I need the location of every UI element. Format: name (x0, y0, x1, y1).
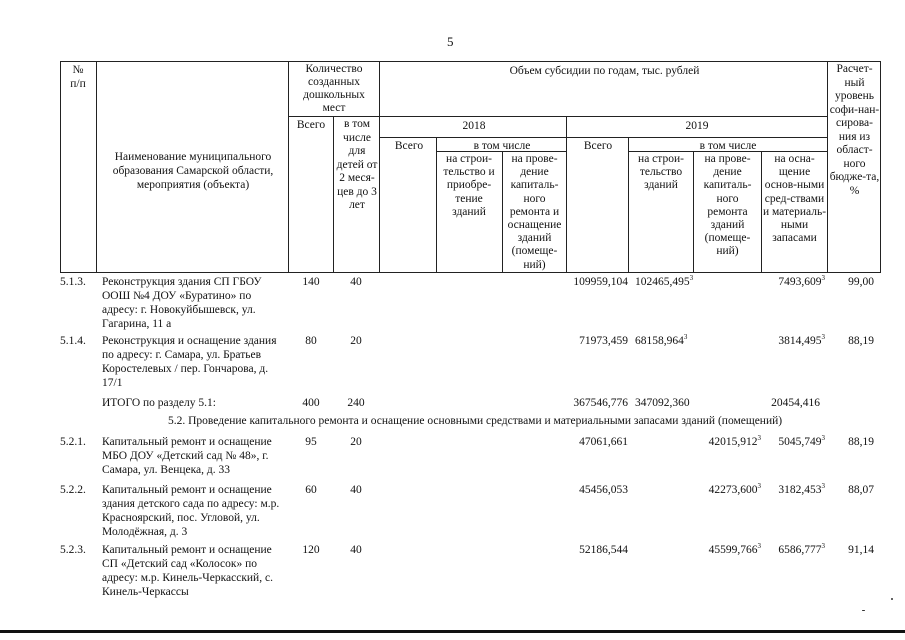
header-2018-build: на строи-тельство и приобре-тение зданий (443, 153, 495, 218)
row-name: Капитальный ремонт и оснащение МБО ДОУ «Детский сад № 48», г. Самара, ул. Венцека, д. 33 (102, 436, 272, 476)
subtotal-2019-equip: 20454,416 (771, 397, 820, 409)
header-2019-incl: в том числе (699, 140, 757, 152)
row-2019-repair (693, 483, 761, 497)
row-toddlers: 40 (350, 544, 362, 556)
value: 42015,912 (708, 436, 758, 448)
row-2019-repair (693, 435, 761, 449)
row-2019-total: 109959,104 (573, 276, 628, 288)
row-total: 140 (302, 276, 320, 288)
row-name: Реконструкция и оснащение здания по адресу: г. Самара, ул. Братьев Коростелевых / пер. Гончарова, д. 17/1 (102, 335, 277, 389)
row-num: 5.2.3. (60, 544, 86, 556)
header-subsidy: Объем субсидии по годам, тыс. рублей (509, 65, 700, 77)
row-toddlers: 20 (350, 335, 362, 347)
footnote-mark: 3 (757, 482, 761, 491)
row-name: Капитальный ремонт и оснащение СП «Детский сад «Колосок» по адресу: м.р. Кинель-Черкасский, с. Кинель-Черкассы (102, 544, 273, 598)
subtotal-toddlers: 240 (347, 397, 365, 409)
subtotal-label: ИТОГО по разделу 5.1: (102, 397, 216, 409)
row-total: 60 (305, 484, 317, 496)
row-toddlers: 20 (350, 436, 362, 448)
scan-speck (862, 610, 865, 611)
header-places-incl: в том числе для детей от 2 меся-цев до 3 лет (336, 118, 378, 211)
value: 3182,453 (778, 484, 822, 496)
value: 5045,749 (778, 436, 822, 448)
row-2019-total: 52186,544 (579, 544, 628, 556)
value: 3814,495 (778, 335, 822, 347)
row-num: 5.2.1. (60, 436, 86, 448)
footnote-mark: 3 (689, 274, 694, 283)
row-num: 5.1.4. (60, 335, 86, 347)
header-places-total: Всего (296, 119, 326, 131)
section-title: 5.2. Проведение капитального ремонта и оснащение основными средствами и материальными запасами зданий (помещений) (168, 415, 783, 427)
row-2019-equip (752, 275, 825, 289)
footnote-mark: 3 (821, 434, 825, 443)
row-rate: 88,19 (848, 436, 874, 448)
row-2019-equip (752, 334, 825, 348)
footnote-mark: 3 (821, 274, 825, 283)
footnote-mark: 3 (757, 434, 761, 443)
row-2019-total: 47061,661 (579, 436, 628, 448)
row-num: 5.1.3. (60, 276, 86, 288)
header-2019-total: Всего (583, 140, 613, 152)
row-2019-build (635, 275, 693, 289)
row-2019-equip (752, 435, 825, 449)
header-2019-equip: на осна-щение основ-ными сред-ствами и материаль-ными запасами (762, 153, 827, 245)
header-num: № п/п (70, 64, 86, 90)
header-2018-incl: в том числе (473, 140, 531, 152)
row-toddlers: 40 (350, 484, 362, 496)
value: 6586,777 (778, 544, 822, 556)
header-name: Наименование муниципального образования Самарской области, мероприятия (объекта) (112, 151, 274, 191)
value: 102465,495 (635, 276, 690, 288)
footnote-mark: 3 (821, 542, 825, 551)
footnote-mark: 3 (821, 333, 825, 342)
row-total: 120 (302, 544, 320, 556)
row-name: Реконструкция здания СП ГБОУ ООШ №4 ДОУ «Буратино» по адресу: г. Новокуйбышевск, ул. Гагарина, 11 а (102, 276, 262, 330)
row-name: Капитальный ремонт и оснащение здания детского сада по адресу: м.р. Красноярский, пос. Угловой, ул. Молодёжная, д. 3 (102, 484, 280, 538)
footnote-mark: 3 (757, 542, 761, 551)
scan-speck (891, 598, 893, 600)
header-places: Количество созданных дошкольных мест (303, 63, 365, 114)
value: 7493,609 (778, 276, 822, 288)
page-bottom-edge (0, 630, 905, 633)
row-2019-repair (693, 543, 761, 557)
footnote-mark: 3 (683, 333, 688, 342)
value: 45599,766 (708, 544, 758, 556)
page-number: 5 (447, 34, 454, 49)
row-rate: 91,14 (848, 544, 874, 556)
header-2018-total: Всего (394, 140, 424, 152)
row-rate: 88,19 (848, 335, 874, 347)
footnote-mark: 3 (821, 482, 825, 491)
subtotal-2019-build: 347092,360 (635, 397, 690, 409)
row-2019-total: 71973,459 (579, 335, 628, 347)
subtotal-2019-total: 367546,776 (573, 397, 628, 409)
row-2019-equip (752, 483, 825, 497)
row-2019-total: 45456,053 (579, 484, 628, 496)
header-year-2018: 2018 (462, 120, 486, 132)
row-total: 95 (305, 436, 317, 448)
row-toddlers: 40 (350, 276, 362, 288)
header-2019-repair: на прове-дение капиталь-ного ремонта зданий (помеще-ний) (703, 153, 752, 258)
header-year-2019: 2019 (685, 120, 709, 132)
row-rate: 88,07 (848, 484, 874, 496)
row-num: 5.2.2. (60, 484, 86, 496)
row-total: 80 (305, 335, 317, 347)
header-2018-repair: на прове-дение капиталь-ного ремонта и оснащение зданий (помеще-ний) (507, 153, 562, 271)
value: 68158,964 (635, 335, 684, 347)
row-2019-build (635, 334, 687, 348)
row-2019-equip (752, 543, 825, 557)
header-rate: Расчет-ный уровень софи-нан-сирова-ния из област-ного бюдже-та, % (829, 63, 880, 197)
row-rate: 99,00 (848, 276, 874, 288)
value: 42273,600 (708, 484, 758, 496)
subtotal-total: 400 (302, 397, 320, 409)
header-2019-build: на строи-тельство зданий (638, 153, 684, 192)
